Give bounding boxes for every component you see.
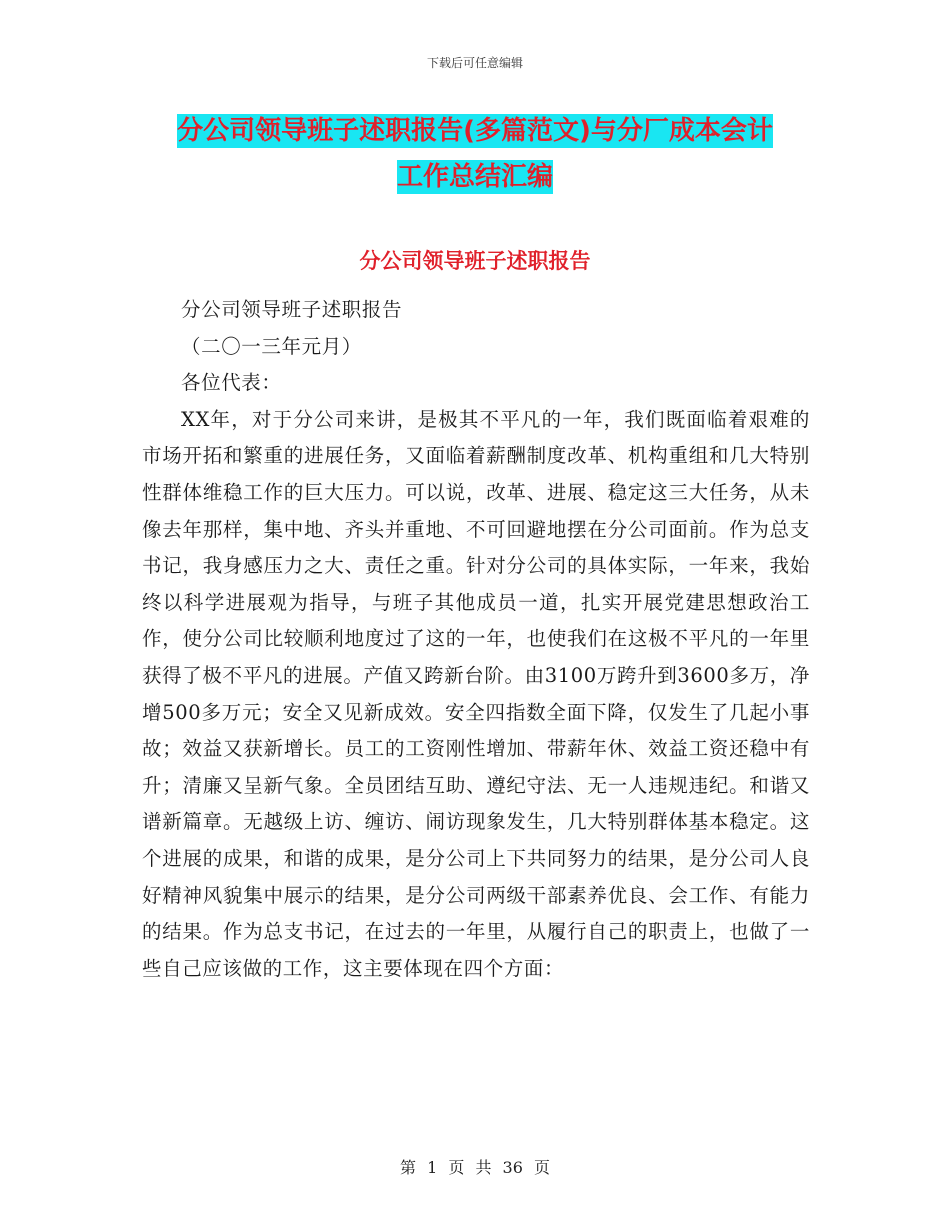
document-title-line-1: 分公司领导班子述职报告(多篇范文)与分厂成本会计 (177, 116, 773, 146)
document-body (142, 292, 810, 987)
page-footer: 第 1 页 共 36 页 (400, 1158, 550, 1177)
body-paragraph-main: XX年，对于分公司来讲，是极其不平凡的一年，我们既面临着艰难的市场开拓和繁重的进展任务，又面临着薪酬制度改革、机构重组和几大特别性群体维稳工作的巨大压力。可以说，改革、进展、稳定这三大任务，从未像去年那样，集中地、齐头并重地、不可回避地摆在分公司面前。作为总支书记，我身感压力之大、责任之重。针对分公司的具体实际，一年来，我始终以科学进展观为指导，与班子其他成员一道，扎实开展党建思想政治工作，使分公司比较顺利地度过了这的一年，也使我们在这极不平凡的一年里获得了极不平凡的进展。产值又跨新台阶。由3100万跨升到3600多万，净增500多万元；安全又见新成效。安全四指数全面下降，仅发生了几起小事故；效益又获新增长。员工的工资刚性增加、带薪年休、效益工资还稳中有升；清廉又呈新气象。全员团结互助、遵纪守法、无一人违规违纪。和谐又谱新篇章。无越级上访、缠访、闹访现象发生，几大特别群体基本稳定。这个进展的成果，和谐的成果，是分公司上下共同努力的结果，是分公司人良好精神风貌集中展示的结果，是分公司两级干部素养优良、会工作、有能力的结果。作为总支书记，在过去的一年里，从履行自己的职责上，也做了一些自己应该做的工作，这主要体现在四个方面： (142, 407, 810, 980)
document-title (0, 108, 950, 200)
body-paragraph-date: （二〇一三年元月） (181, 334, 362, 358)
document-title-line-2: 工作总结汇编 (396, 162, 553, 192)
body-paragraph-salutation: 各位代表： (181, 371, 282, 395)
section-title: 分公司领导班子述职报告 (359, 249, 591, 273)
header-note: 下载后可任意编辑 (426, 56, 523, 70)
body-paragraph-report-name: 分公司领导班子述职报告 (181, 298, 403, 321)
